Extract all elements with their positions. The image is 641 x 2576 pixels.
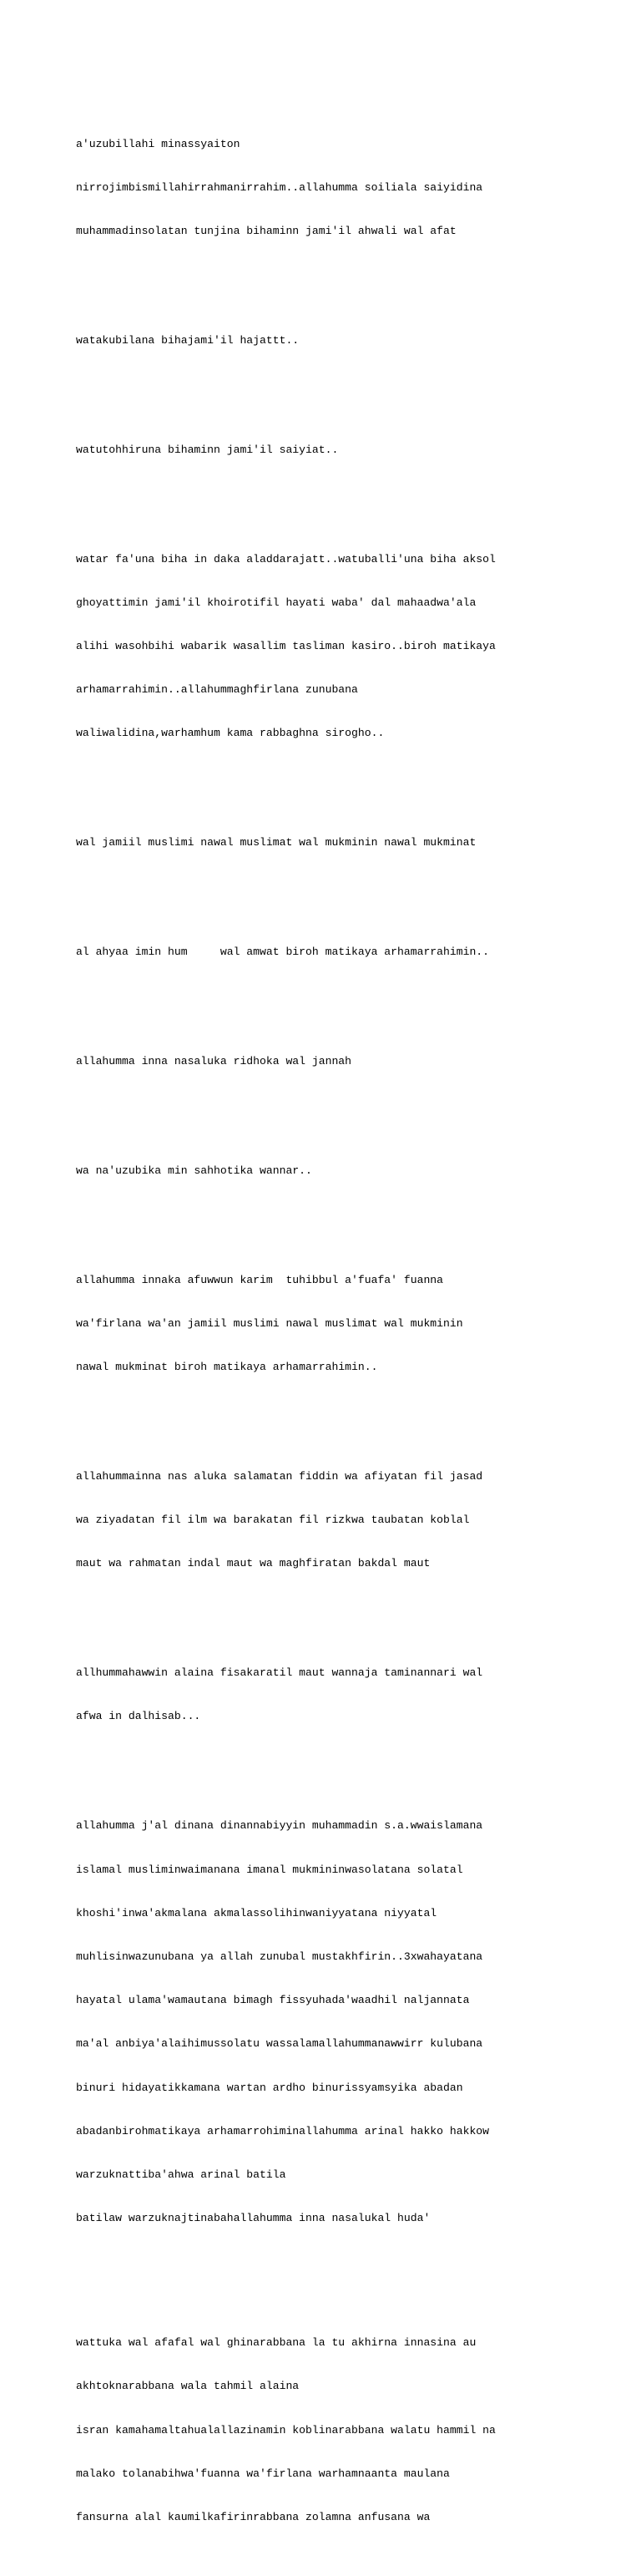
- paragraph-12: [76, 1790, 610, 2255]
- text-line: wattuka wal afafal wal ghinarabbana la tu akhirna innasina au: [76, 2336, 477, 2350]
- text-line: allhummahawwin alaina fisakaratil maut wannaja taminannari wal: [76, 1666, 483, 1680]
- paragraph-2: [76, 304, 610, 377]
- text-line: wa ziyadatan fil ilm wa barakatan fil rizkwa taubatan koblal: [76, 1514, 470, 1527]
- text-line: ghoyattimin jami'il khoirotifil hayati waba' dal mahaadwa'ala: [76, 596, 477, 609]
- paragraph-9: [76, 1244, 610, 1403]
- paragraph-6: [76, 915, 610, 988]
- paragraph-1: [76, 108, 610, 267]
- paragraph-13: [76, 2306, 610, 2553]
- paragraph-11: [76, 1636, 610, 1752]
- paragraph-10: [76, 1440, 610, 1600]
- text-line: waliwalidina,warhamhum kama rabbaghna sirogho..: [76, 727, 385, 740]
- text-line: allahumma inna nasaluka ridhoka wal jannah: [76, 1055, 352, 1067]
- text-line: a'uzubillahi minassyaiton: [76, 137, 240, 150]
- text-line: allahummainna nas aluka salamatan fiddin wa afiyatan fil jasad: [76, 1469, 483, 1483]
- text-line: fansurna alal kaumilkafirinrabbana zolamna anfusana wa: [76, 2511, 431, 2523]
- text-line: watar fa'una biha in daka aladdarajatt..watuballi'una biha aksol: [76, 552, 496, 565]
- document-body: [76, 79, 610, 2576]
- text-line: alihi wasohbihi wabarik wasallim tasliman kasiro..biroh matikaya: [76, 640, 496, 653]
- text-line: arhamarrahimin..allahummaghfirlana zunubana: [76, 683, 358, 697]
- text-line: akhtoknarabbana wala tahmil alaina: [76, 2380, 300, 2393]
- text-line: afwa in dalhisab...: [76, 1710, 201, 1723]
- text-line: warzuknattiba'ahwa arinal batila: [76, 2168, 286, 2182]
- text-line: allahumma j'al dinana dinannabiyyin muhammadin s.a.wwaislamana: [76, 1819, 483, 1833]
- text-line: malako tolanabihwa'fuanna wa'firlana warhamnaanta maulana: [76, 2467, 450, 2480]
- text-line: al ahyaa imin hum wal amwat biroh matikaya arhamarrahimin..: [76, 946, 490, 959]
- paragraph-7: [76, 1025, 610, 1098]
- text-line: watakubilana bihajami'il hajattt..: [76, 333, 300, 347]
- text-line: nirrojimbismillahirrahmanirrahim..allahumma soiliala saiyidina: [76, 180, 483, 194]
- paragraph-5: [76, 807, 610, 880]
- text-line: abadanbirohmatikaya arhamarrohiminallahumma arinal hakko hakkow: [76, 2124, 490, 2137]
- text-line: khoshi'inwa'akmalana akmalassolihinwaniyyatana niyyatal: [76, 1906, 437, 1919]
- paragraph-4: [76, 523, 610, 770]
- text-line: wal jamiil muslimi nawal muslimat wal mukminin nawal mukminat: [76, 836, 477, 849]
- text-line: batilaw warzuknajtinabahallahumma inna nasalukal huda': [76, 2212, 431, 2225]
- text-line: islamal musliminwaimanana imanal mukmininwasolatana solatal: [76, 1863, 463, 1876]
- text-line: binuri hidayatikkamana wartan ardho binurissyamsyika abadan: [76, 2081, 463, 2094]
- text-line: allahumma innaka afuwwun karim tuhibbul a'fuafa' fuanna: [76, 1273, 444, 1286]
- text-line: nawal mukminat biroh matikaya arhamarrahimin..: [76, 1361, 378, 1374]
- text-line: muhlisinwazunubana ya allah zunubal mustakhfirin..3xwahayatana: [76, 1950, 483, 1963]
- text-line: wa'firlana wa'an jamiil muslimi nawal muslimat wal mukminin: [76, 1316, 463, 1330]
- text-line: watutohhiruna bihaminn jami'il saiyiat..: [76, 443, 339, 456]
- text-line: ma'al anbiya'alaihimussolatu wassalamallahummanawwirr kulubana: [76, 2037, 483, 2051]
- text-line: wa na'uzubika min sahhotika wannar..: [76, 1164, 312, 1177]
- paragraph-3: [76, 413, 610, 486]
- text-line: isran kamahamaltahualallazinamin koblinarabbana walatu hammil na: [76, 2423, 496, 2437]
- text-line: hayatal ulama'wamautana bimagh fissyuhada'waadhil naljannata: [76, 1994, 470, 2007]
- text-line: muhammadinsolatan tunjina bihaminn jami'il ahwali wal afat: [76, 225, 457, 238]
- text-line: maut wa rahmatan indal maut wa maghfiratan bakdal maut: [76, 1557, 431, 1570]
- paragraph-8: [76, 1134, 610, 1207]
